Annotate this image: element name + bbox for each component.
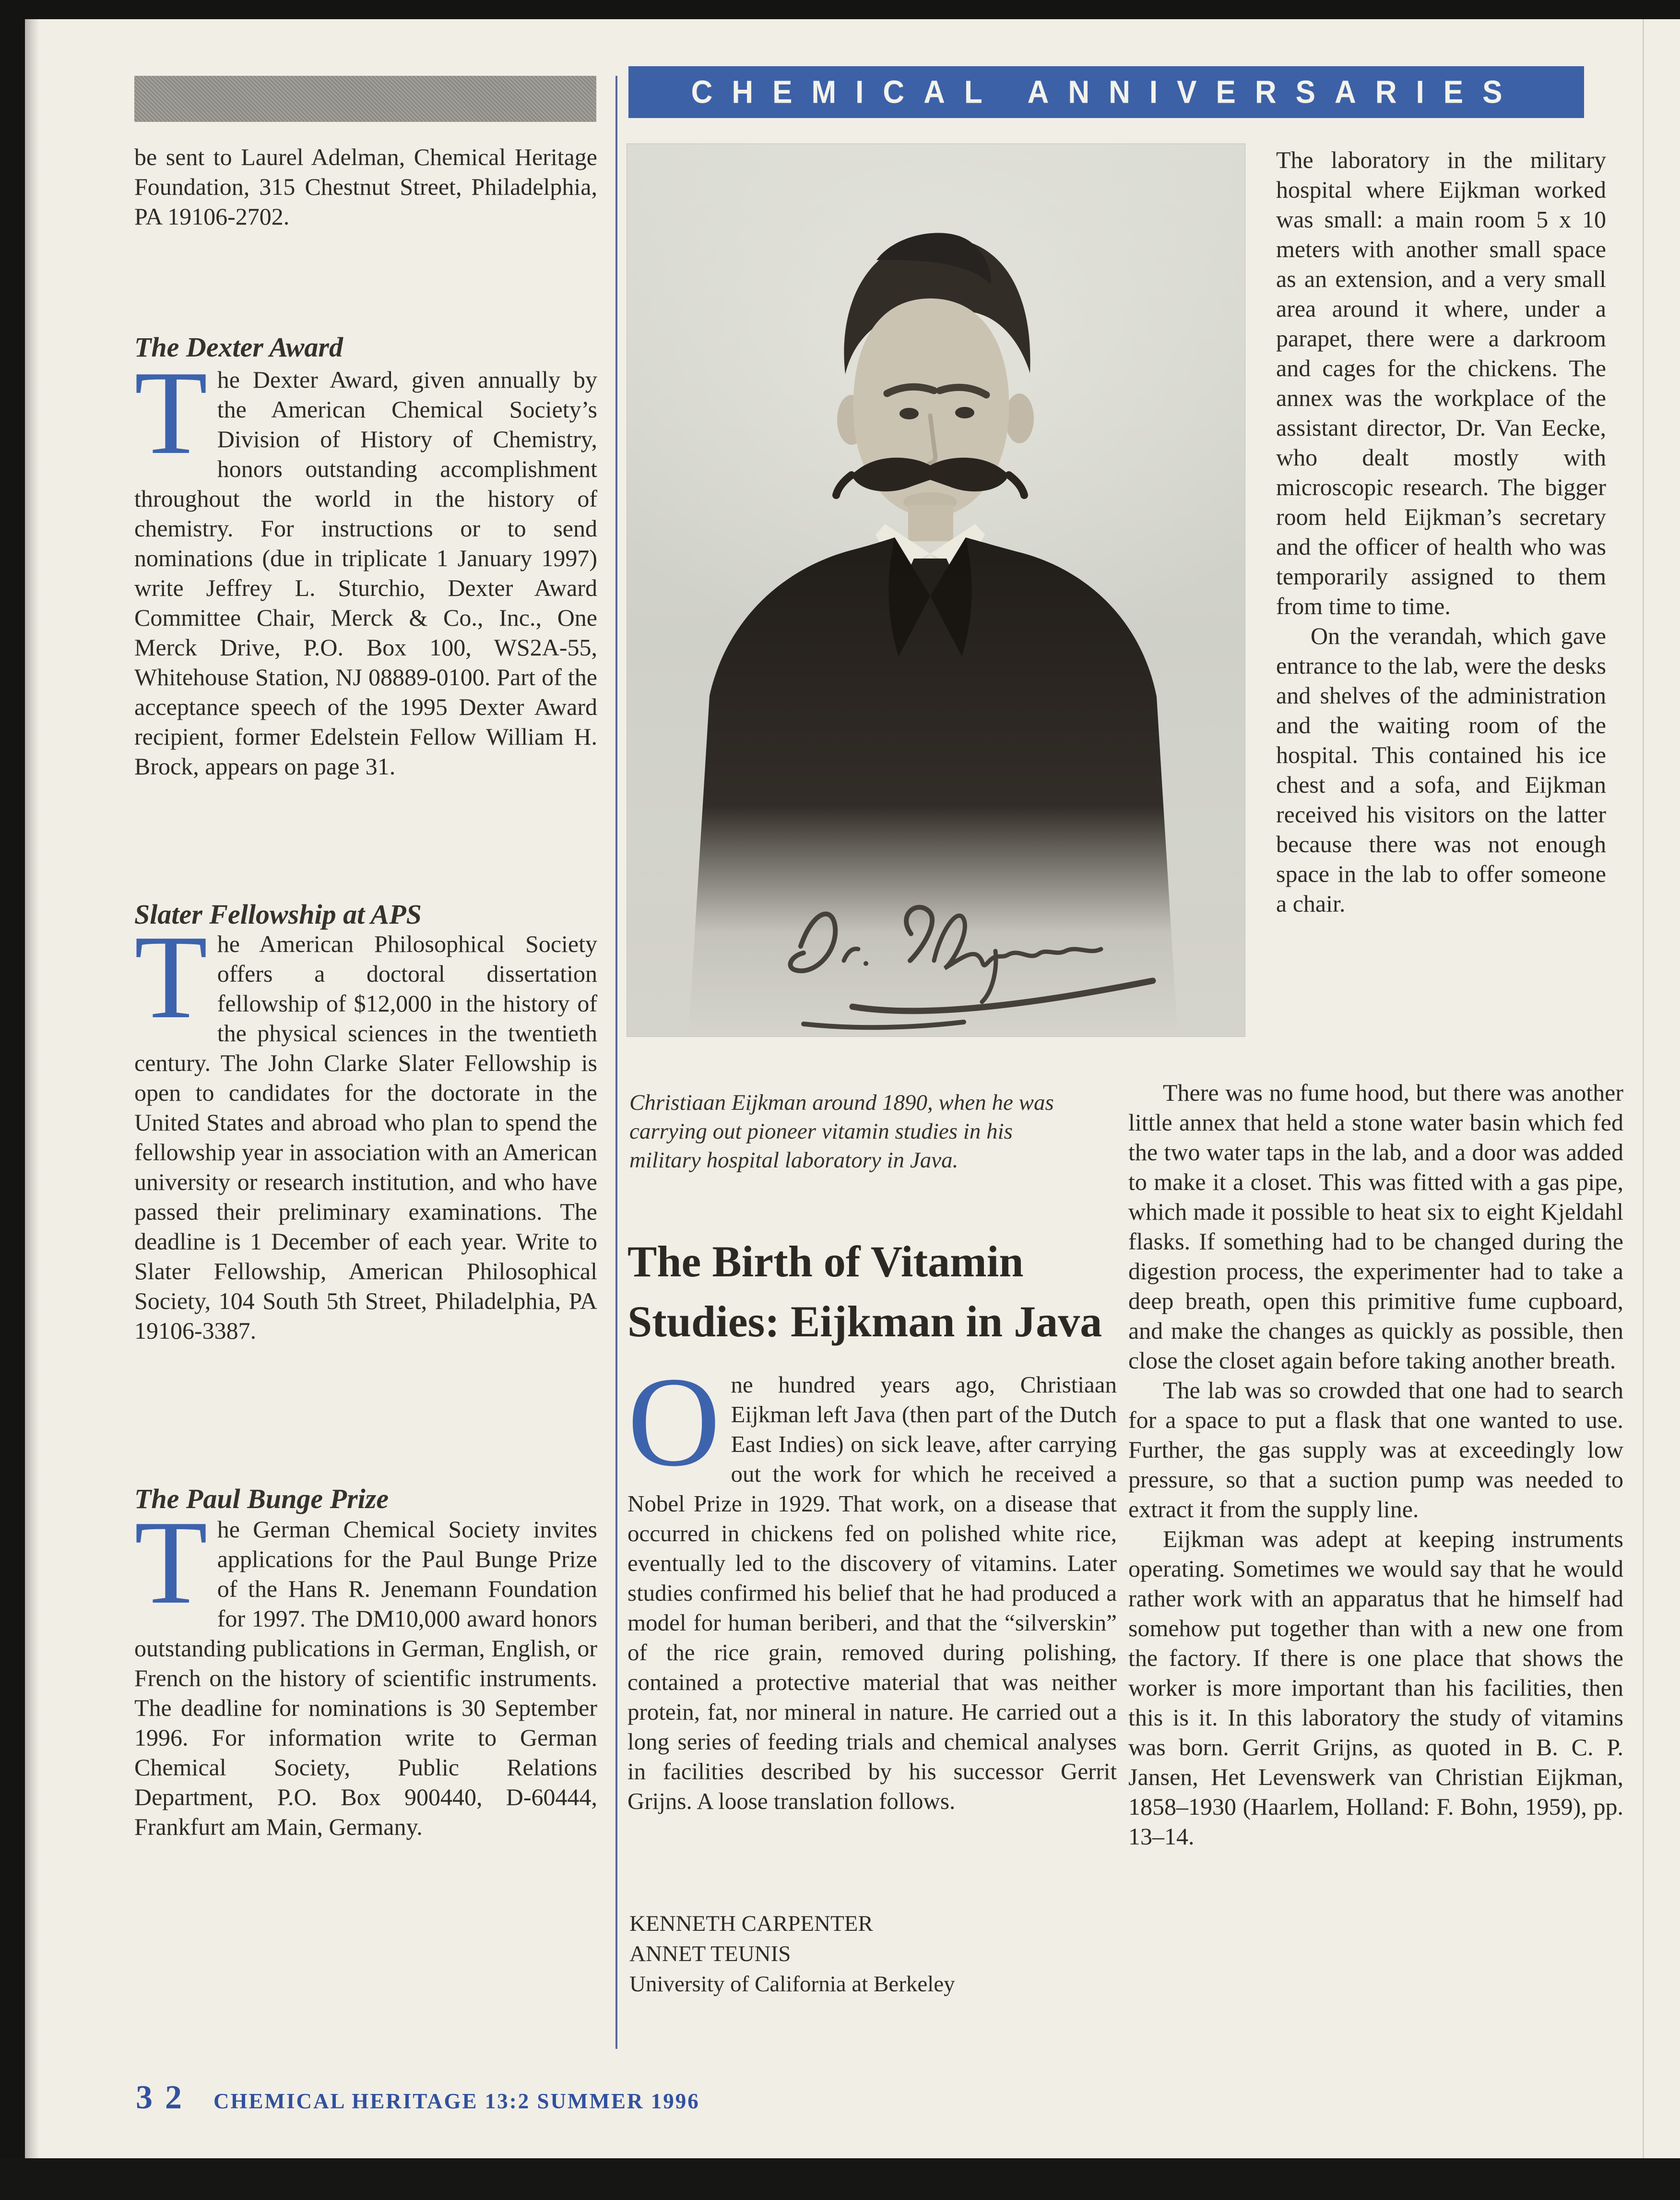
byline-author: ANNET TEUNIS: [629, 1941, 791, 1966]
right-column-lower: [1128, 1078, 1623, 1851]
section-body-paul-bunge-prize: [134, 1496, 597, 1842]
drop-cap: T: [134, 911, 208, 1044]
scan-bottom-edge: [0, 2158, 1680, 2200]
article-body: [627, 1350, 1117, 1816]
translation-paragraph: The laboratory in the military hospital where Eijkman worked was small: a main room 5 x 10 meters with another small space as an extension, and a very small area around it where, under a parapet, there were a darkroom and cages for the chickens. The annex was the workplace of the assistant director, Dr. Van Eecke, who dealt mostly with microscopic research. The bigger room held Eijkman’s secretary and the officer of health who was temporarily assigned to them from time to time.: [1276, 146, 1606, 619]
photo-caption: Christiaan Eijkman around 1890, when he was carrying out pioneer vitamin studies in his military hospital laboratory in Java.: [629, 1090, 1054, 1173]
page-footer: [136, 2079, 700, 2117]
section-heading-slater-fellowship: Slater Fellowship at APS: [134, 899, 422, 930]
page-right-edge: [1643, 19, 1644, 2159]
section-body-text: he American Philosophical Society offers a doctoral dissertation fellowship of $12,000 in the history of the physical sciences in the twentieth century. The John Clarke Slater Fellowship is open to candidates for the doctorate in the United States and abroad who plan to spend the fellowship year in association with an American university or research institution, and who have passed their preliminary examinations. The deadline is 1 December of each year. Write to Slater Fellowship, American Philosophical Society, 104 South 5th Street, Philadelphia, PA 19106-3387.: [134, 930, 597, 1344]
intro-paragraph: be sent to Laurel Adelman, Chemical Heritage Foundation, 315 Chestnut Street, Philadelphia, PA 19106-2702.: [134, 143, 597, 230]
section-body-text: he Dexter Award, given annually by the American Chemical Society’s Division of History of Chemistry, honors outstanding accomplishment throughout the world in the history of chemistry. For instructions or to send nominations (due in triplicate 1 January 1997) write Jeffrey L. Sturchio, Dexter Award Committee Chair, Merck & Co., Inc., One Merck Drive, P.O. Box 100, WS2A-55, Whitehouse Station, NJ 08889-0100. Part of the acceptance speech of the 1995 Dexter Award recipient, former Edelstein Fellow William H. Brock, appears on page 31.: [134, 366, 597, 780]
section-body-dexter-award: [134, 346, 597, 781]
section-heading-dexter-award: The Dexter Award: [134, 332, 343, 363]
right-column-upper: [1276, 145, 1606, 918]
column-divider-rule: [615, 76, 617, 2049]
translation-paragraph: Eijkman was adept at keeping instruments operating. Sometimes we would say that he would rather work with an apparatus that he himself had somehow put together than with a new one from the factory. If there is one place that shows the worker is more important than his facilities, then this is it. In this laboratory the study of vitamins was born. Gerrit Grijns, as quoted in B. C. P. Jansen, Het Levenswerk van Christian Eijkman, 1858–1930 (Haarlem, Holland: F. Bohn, 1959), pp. 13–14.: [1128, 1525, 1623, 1850]
translation-paragraph: There was no fume hood, but there was another little annex that held a stone water basin which fed the two water taps in the lab, and a door was added to make it a closet. This was fitted with a gas pipe, which made it possible to heat six to eight Kjeldahl flasks. If something had to be changed during the digestion process, the experimenter had to take a deep breath, open this primitive fume cupboard, and make the changes as quickly as possible, then close the closet again before taking another breath.: [1128, 1079, 1623, 1374]
byline-author: KENNETH CARPENTER: [629, 1911, 873, 1936]
article-body-text: ne hundred years ago, Christiaan Eijkman left Java (then part of the Dutch East Indies) on sick leave, after carrying out the work for which he received a Nobel Prize in 1929. That work, on a disease that occurred in chickens fed on polished white rice, eventually led to the discovery of vitamins. Later studies confirmed his belief that he had produced a model for human beriberi, and that the “silverskin” of the rice grain, removed during polishing, contained a protective material that was neither protein, fat, nor mineral in nature. He carried out a long series of feeding trials and chemical analyses in facilities described by his successor Gerrit Grijns. A loose translation follows.: [627, 1371, 1117, 1814]
masthead-gray-bar: [134, 76, 596, 122]
page-stack-edge: [25, 19, 39, 2159]
section-banner: [628, 66, 1584, 118]
translation-paragraph: On the verandah, which gave entrance to the lab, were the desks and shelves of the administration and the waiting room of the hospital. This contained his ice chest and a sofa, and Eijkman received his visitors on the latter because there was not enough space in the lab to offer someone a chair.: [1276, 622, 1606, 917]
page-number: 32: [136, 2079, 194, 2116]
section-heading-paul-bunge-prize: The Paul Bunge Prize: [134, 1483, 389, 1515]
article-title: The Birth of Vitamin Studies: Eijkman in Java: [627, 1237, 1102, 1346]
translation-paragraph: The lab was so crowded that one had to search for a space to put a flask that one wanted to use. Further, the gas supply was at exceedingly low pressure, so that a suction pump was needed to extract it from the supply line.: [1128, 1377, 1623, 1522]
journal-title-footer: CHEMICAL HERITAGE 13:2 SUMMER 1996: [213, 2089, 700, 2113]
portrait-illustration: [627, 144, 1245, 1036]
drop-cap: O: [627, 1350, 721, 1493]
byline-affiliation: University of California at Berkeley: [629, 1972, 955, 1997]
drop-cap: T: [134, 346, 208, 479]
drop-cap: T: [134, 1496, 208, 1629]
banner-title: CHEMICAL ANNIVERSARIES: [691, 74, 1522, 110]
article-byline: [629, 1909, 955, 1999]
eijkman-portrait-photo: [627, 144, 1245, 1036]
section-body-text: he German Chemical Society invites applications for the Paul Bunge Prize of the Hans R. Jenemann Foundation for 1997. The DM10,000 award honors outstanding publications in German, English, or French on the history of scientific instruments. The deadline for nominations is 30 September 1996. For information write to German Chemical Society, Public Relations Department, P.O. Box 900440, D-60444, Frankfurt am Main, Germany.: [134, 1516, 597, 1840]
